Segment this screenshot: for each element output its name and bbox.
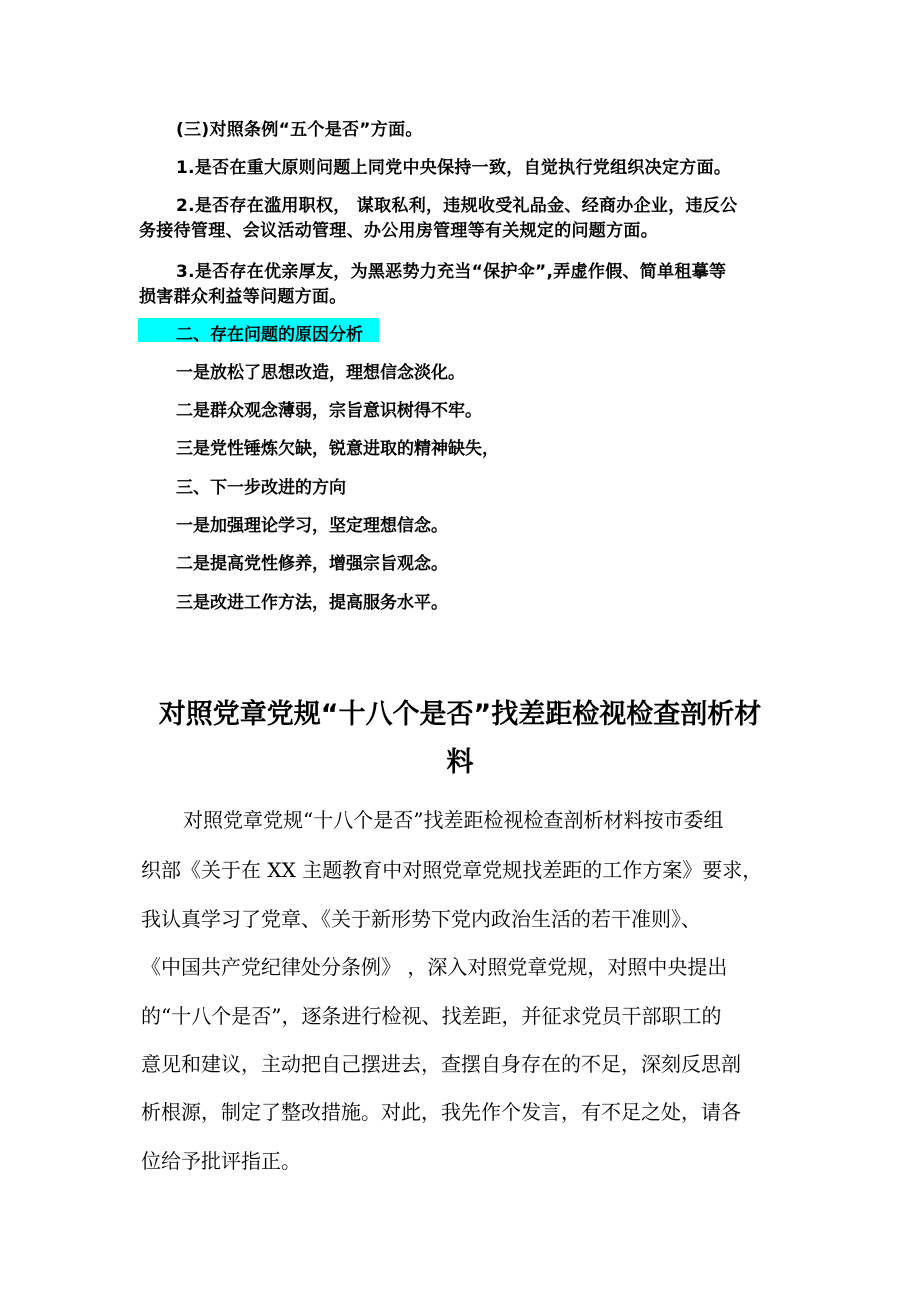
item-2-line-1: 2.是否存在滥用职权， 谋取私利，违规收受礼品金、经商办企业，违反公: [176, 196, 738, 216]
item-3-line-2: 损害群众利益等问题方面。: [139, 287, 347, 307]
paragraph-line: 的“十八个是否”，逐条进行检视、找差距，并征求党员干部职工的: [141, 1004, 722, 1028]
article-title-line-2: 料: [446, 747, 474, 778]
paragraph-line: 析根源，制定了整改措施。对此，我先作个发言，有不足之处，请各: [141, 1100, 741, 1124]
paragraph-line: 对照党章党规“十八个是否”找差距检视检查剖析材料按市委组: [183, 808, 724, 832]
article-title-line-1: 对照党章党规“十八个是否”找差距检视检查剖析材: [158, 699, 762, 730]
paragraph-line: 织部《关于在 XX 主题教育中对照党章党规找差距的工作方案》要求，: [141, 858, 763, 882]
item-1: 1.是否在重大原则问题上同党中央保持一致，自觉执行党组织决定方面。: [176, 158, 732, 178]
cause-item: 一是放松了思想改造，理想信念淡化。: [176, 363, 465, 383]
section-three-heading: (三)对照条例“五个是否”方面。: [176, 120, 423, 140]
paragraph-line: 《中国共产党纪律处分条例》 ，深入对照党章党规，对照中央提出: [141, 955, 728, 979]
item-3-line-1: 3.是否存在优亲厚友，为黑恶势力充当“保护伞”,弄虚作假、简单租摹等: [176, 262, 727, 282]
paragraph-line: 位给予批评指正。: [141, 1149, 301, 1173]
paragraph-line: 我认真学习了党章、《关于新形势下党内政治生活的若干准则》、: [141, 907, 701, 931]
next-steps-heading: 三、下一步改进的方向: [176, 478, 346, 498]
cause-item: 二是群众观念薄弱，宗旨意识树得不牢。: [176, 401, 482, 421]
next-step-item: 二是提高党性修养，增强宗旨观念。: [176, 554, 448, 574]
next-step-item: 一是加强理论学习，坚定理想信念。: [176, 516, 448, 536]
paragraph-line: 意见和建议，主动把自己摆进去，查摆自身存在的不足，深刻反思剖: [141, 1052, 741, 1076]
next-step-item: 三是改进工作方法，提高服务水平。: [176, 593, 448, 613]
cause-item: 三是党性锤炼欠缺，锐意进取的精神缺失，: [176, 439, 499, 459]
causes-heading: 二、存在问题的原因分析: [176, 325, 363, 345]
item-2-line-2: 务接待管理、会议活动管理、办公用房管理等有关规定的问题方面。: [139, 221, 658, 241]
